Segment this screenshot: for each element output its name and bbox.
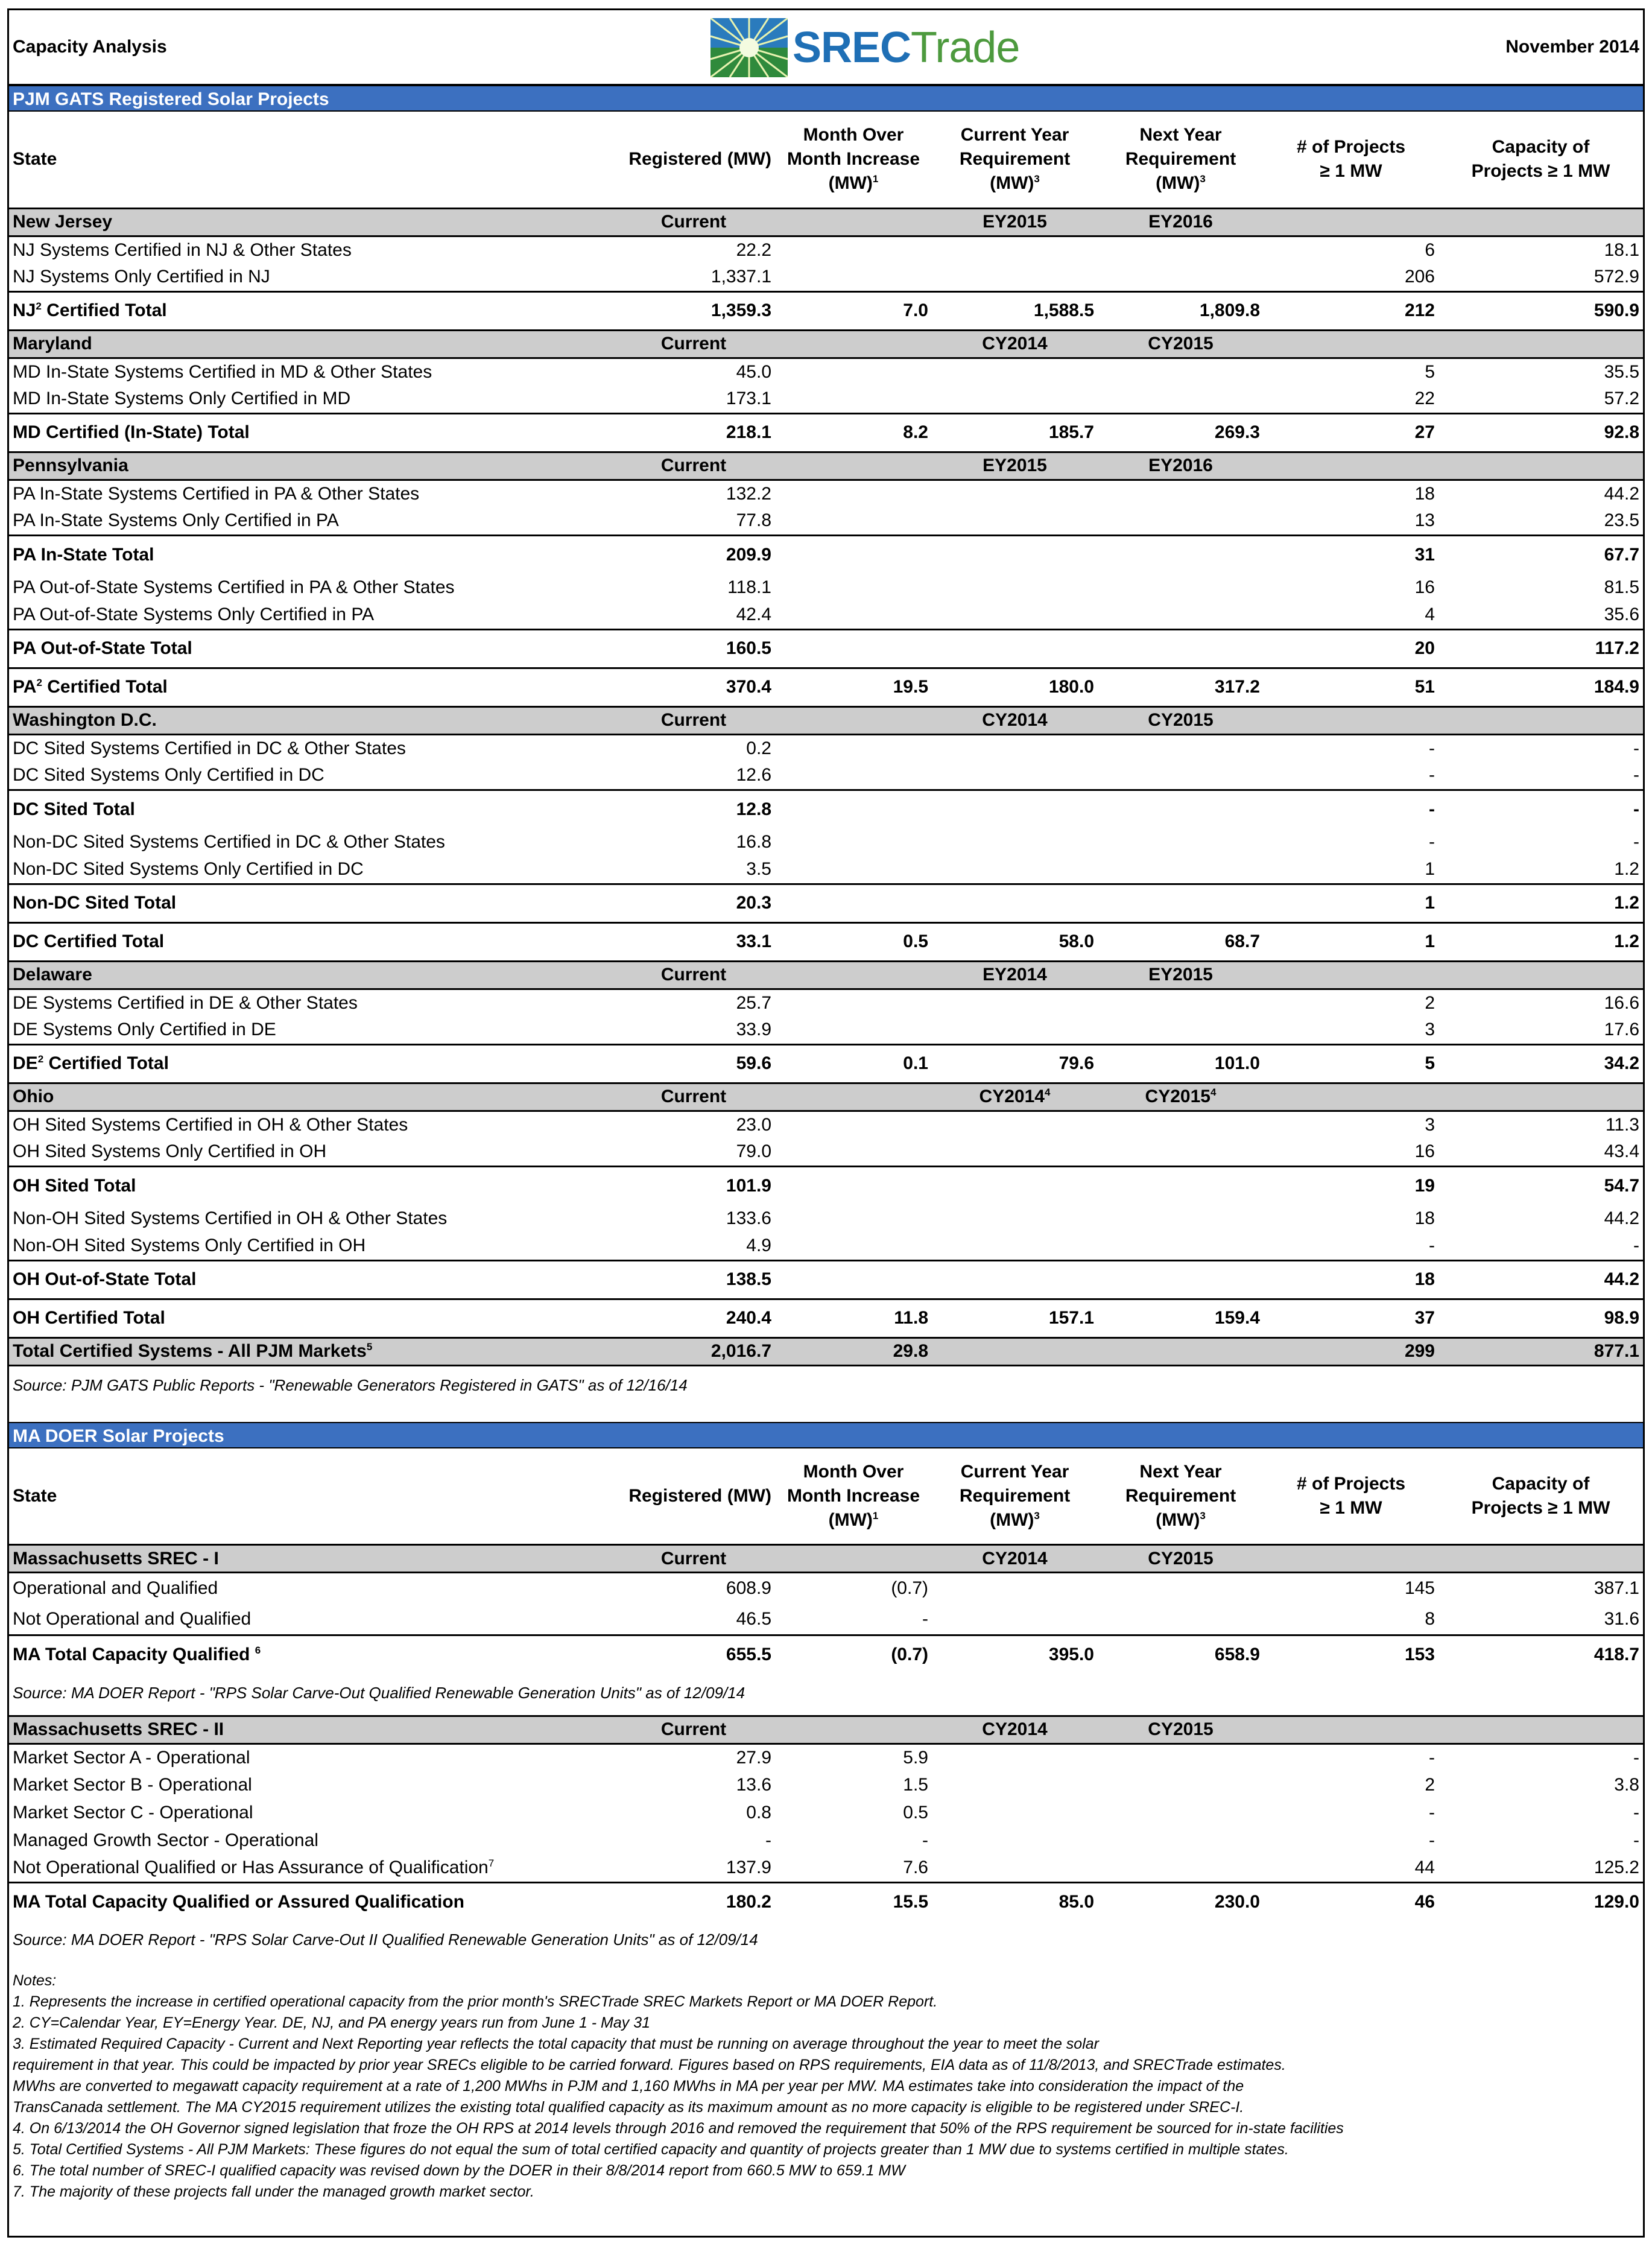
- subtotal-row: OH Sited Total 101.9 19 54.7: [9, 1166, 1643, 1205]
- report-date: November 2014: [1505, 37, 1639, 57]
- subtotal-row: DC Sited Total 12.8 - -: [9, 790, 1643, 828]
- total-row-ma-srec-1: MA Total Capacity Qualified $^6$ 655.5 (0.7) 395.0 658.9 153 418.7: [9, 1635, 1643, 1674]
- column-header-row: State Registered (MW) Month Over Month Increase (MW)$^1$ Current Year Requirement (MW)$^3$ Next Year Requirement (MW)$^3$ # of Projects ≥ 1 MW Capacity of Projects ≥ 1 MW: [9, 1448, 1643, 1545]
- section-header-de: Delaware Current EY2014 EY2015: [9, 961, 1643, 989]
- col-registered: Registered (MW): [612, 112, 775, 208]
- notes-title: Notes:: [13, 1972, 57, 1989]
- note-3: 3. Estimated Required Capacity - Current and Next Reporting year reflects the total capacity that must be running on average throughout the year to meet the solar: [13, 2035, 1099, 2052]
- section-header-pa: Pennsylvania Current EY2015 EY2016: [9, 452, 1643, 480]
- subtotal-row: PA In-State Total 209.9 31 67.7: [9, 535, 1643, 574]
- note-5: 5. Total Certified Systems - All PJM Markets: These figures do not equal the sum of total certified capacity and quantity of projects greater than 1 MW due to systems certified in multiple states.: [13, 2141, 1289, 2158]
- total-row-dc: DC Certified Total 33.1 0.5 58.0 68.7 1 1.2: [9, 922, 1643, 961]
- table-row: Market Sector A - Operational 27.9 5.9 - -: [13, 1747, 1639, 1768]
- pjm-source-note: Source: PJM GATS Public Reports - "Renewable Generators Registered in GATS" as of 12/16/14: [13, 1375, 688, 1394]
- report-title: Capacity Analysis: [13, 37, 167, 57]
- note-3-cont: MWhs are converted to megawatt capacity requirement at a rate of 1,200 MWhs in PJM and 1,160 MWhs in MA per year per MW. MA estimates take into consideration the impact of the: [13, 2078, 1244, 2095]
- note-1: 1. Represents the increase in certified operational capacity from the prior month's SRECTrade SREC Markets Report or MA DOER Report.: [13, 1993, 938, 2010]
- total-row-md: MD Certified (In-State) Total 218.1 8.2 185.7 269.3 27 92.8: [9, 413, 1643, 452]
- sunburst-logo-icon: [710, 18, 788, 77]
- subtotal-row: OH Out-of-State Total 138.5 18 44.2: [9, 1260, 1643, 1299]
- table-row: PA In-State Systems Certified in PA & Other States 132.2 18 44.2: [13, 483, 1639, 504]
- note-6: 6. The total number of SREC-I qualified capacity was revised down by the DOER in their 8/8/2014 report from 660.5 MW to 659.1 MW: [13, 2162, 905, 2179]
- total-row-ma-srec-2: MA Total Capacity Qualified or Assured Qualification 180.2 15.5 85.0 230.0 46 129.0: [9, 1882, 1643, 1921]
- table-row: OH Sited Systems Only Certified in OH 79.0 16 43.4: [13, 1141, 1639, 1162]
- total-row-oh: OH Certified Total 240.4 11.8 157.1 159.4 37 98.9: [9, 1299, 1643, 1337]
- note-4: 4. On 6/13/2014 the OH Governor signed legislation that froze the OH RPS at 2014 levels through 2016 and removed the requirement that 50% of the RPS requirement be sourced for in-state facilities: [13, 2120, 1344, 2137]
- total-row-pa: $PA^2$ Certified Total 370.4 19.5 180.0 317.2 51 184.9: [9, 668, 1643, 706]
- ma-srec-2-table: [9, 1715, 1643, 1921]
- ma-srec-2-source-note: Source: MA DOER Report - "RPS Solar Carve-Out II Qualified Renewable Generation Units" as of 12/09/14: [13, 1930, 758, 1949]
- note-2: 2. CY=Calendar Year, EY=Energy Year. DE, NJ, and PA energy years run from June 1 - May 31: [13, 2014, 651, 2031]
- ma-table: [9, 1448, 1643, 1674]
- table-row: DE Systems Only Certified in DE 33.9 3 17.6: [13, 1020, 1639, 1040]
- table-row: DE Systems Certified in DE & Other States 25.7 2 16.6: [13, 992, 1639, 1013]
- section-header-nj: New Jersey Current EY2015 EY2016: [9, 208, 1643, 236]
- col-mom: Month Over Month Increase (MW)$^1$: [775, 112, 932, 208]
- srectrade-logo: [710, 15, 1019, 80]
- column-header-row: [9, 112, 1643, 208]
- ma-section-band: MA DOER Solar Projects: [9, 1422, 1643, 1448]
- table-row: Market Sector B - Operational 13.6 1.5 2 3.8: [13, 1775, 1639, 1795]
- col-next-year: Next Year Requirement (MW)$^3$: [1098, 112, 1264, 208]
- table-row: MD In-State Systems Only Certified in MD 173.1 22 57.2: [13, 389, 1639, 409]
- total-row-nj: $NJ^2$ Certified Total 1,359.3 7.0 1,588.5 1,809.8 212 590.9: [9, 291, 1643, 330]
- grand-total-row: Total Certified Systems - All PJM Markets$^5$ 2,016.7 29.8 299 877.1: [9, 1337, 1643, 1365]
- table-row: NJ Systems Only Certified in NJ 1,337.1 206 572.9: [13, 267, 1639, 287]
- table-row: OH Sited Systems Certified in OH & Other States 23.0 3 11.3: [13, 1114, 1639, 1135]
- pjm-table: [9, 112, 1643, 1366]
- table-row: Non-OH Sited Systems Certified in OH & Other States 133.6 18 44.2: [13, 1208, 1639, 1228]
- table-row: MD In-State Systems Certified in MD & Other States 45.0 5 35.5: [13, 361, 1639, 382]
- section-header-ma-srec-1: Massachusetts SREC - I Current CY2014 CY2015: [9, 1545, 1643, 1573]
- col-projects: # of Projects ≥ 1 MW: [1264, 112, 1438, 208]
- pjm-section-band: PJM GATS Registered Solar Projects: [9, 85, 1643, 112]
- table-row: Managed Growth Sector - Operational - - - -: [13, 1830, 1639, 1850]
- ma-srec-1-source-note: Source: MA DOER Report - "RPS Solar Carve-Out Qualified Renewable Generation Units" as of 12/09/14: [13, 1683, 745, 1702]
- logo-wordmark: SRECTrade: [793, 24, 1020, 72]
- subtotal-row: Non-DC Sited Total 20.3 1 1.2: [9, 884, 1643, 922]
- subtotal-row: PA Out-of-State Total 160.5 20 117.2: [9, 629, 1643, 668]
- table-row: PA Out-of-State Systems Certified in PA & Other States 118.1 16 81.5: [13, 577, 1639, 597]
- table-row: Not Operational Qualified or Has Assurance of Qualification$^7$ 137.9 7.6 44 125.2: [13, 1857, 1639, 1878]
- note-7: 7. The majority of these projects fall under the managed growth market sector.: [13, 2183, 534, 2200]
- table-row: Non-DC Sited Systems Only Certified in DC 3.5 1 1.2: [13, 859, 1639, 880]
- table-row: PA Out-of-State Systems Only Certified in PA 42.4 4 35.6: [13, 604, 1639, 625]
- footnotes: [9, 1962, 1643, 2203]
- note-3-cont: TransCanada settlement. The MA CY2015 requirement utilizes the existing total qualified capacity as its maximum amount as no more capacity is eligible to be registered under SREC-I.: [13, 2099, 1244, 2116]
- section-header-oh: Ohio Current CY2014$^4$ CY2015$^4$: [9, 1083, 1643, 1111]
- total-row-de: $DE^2$ Certified Total 59.6 0.1 79.6 101.0 5 34.2: [9, 1044, 1643, 1083]
- report-page: [7, 8, 1645, 2238]
- table-row: NJ Systems Certified in NJ & Other States 22.2 6 18.1: [13, 240, 1639, 260]
- table-row: Non-OH Sited Systems Only Certified in OH 4.9 - -: [13, 1236, 1639, 1256]
- report-header: [9, 10, 1643, 85]
- table-row: DC Sited Systems Only Certified in DC 12.6 - -: [13, 765, 1639, 785]
- table-row: Market Sector C - Operational 0.8 0.5 - -: [13, 1803, 1639, 1822]
- col-capacity: Capacity of Projects ≥ 1 MW: [1438, 112, 1643, 208]
- table-row: DC Sited Systems Certified in DC & Other States 0.2 - -: [13, 738, 1639, 758]
- col-current-year: Current Year Requirement (MW)$^3$: [932, 112, 1098, 208]
- section-header-md: Maryland Current CY2014 CY2015: [9, 330, 1643, 358]
- section-header-dc: Washington D.C. Current CY2014 CY2015: [9, 706, 1643, 734]
- section-header-ma-srec-2: Massachusetts SREC - II Current CY2014 CY2015: [9, 1716, 1643, 1743]
- table-row: PA In-State Systems Only Certified in PA 77.8 13 23.5: [13, 510, 1639, 531]
- table-row: Non-DC Sited Systems Certified in DC & Other States 16.8 - -: [13, 832, 1639, 852]
- table-row: Operational and Qualified 608.9 (0.7) 145 387.1: [13, 1578, 1639, 1599]
- col-state: State: [9, 112, 612, 208]
- table-row: Not Operational and Qualified 46.5 - 8 31.6: [13, 1608, 1639, 1629]
- note-3-cont: requirement in that year. This could be impacted by prior year SRECs eligible to be carried forward. Figures based on RPS requirements, EIA data as of 11/8/2013, and SRECTrade estimates.: [13, 2057, 1286, 2073]
